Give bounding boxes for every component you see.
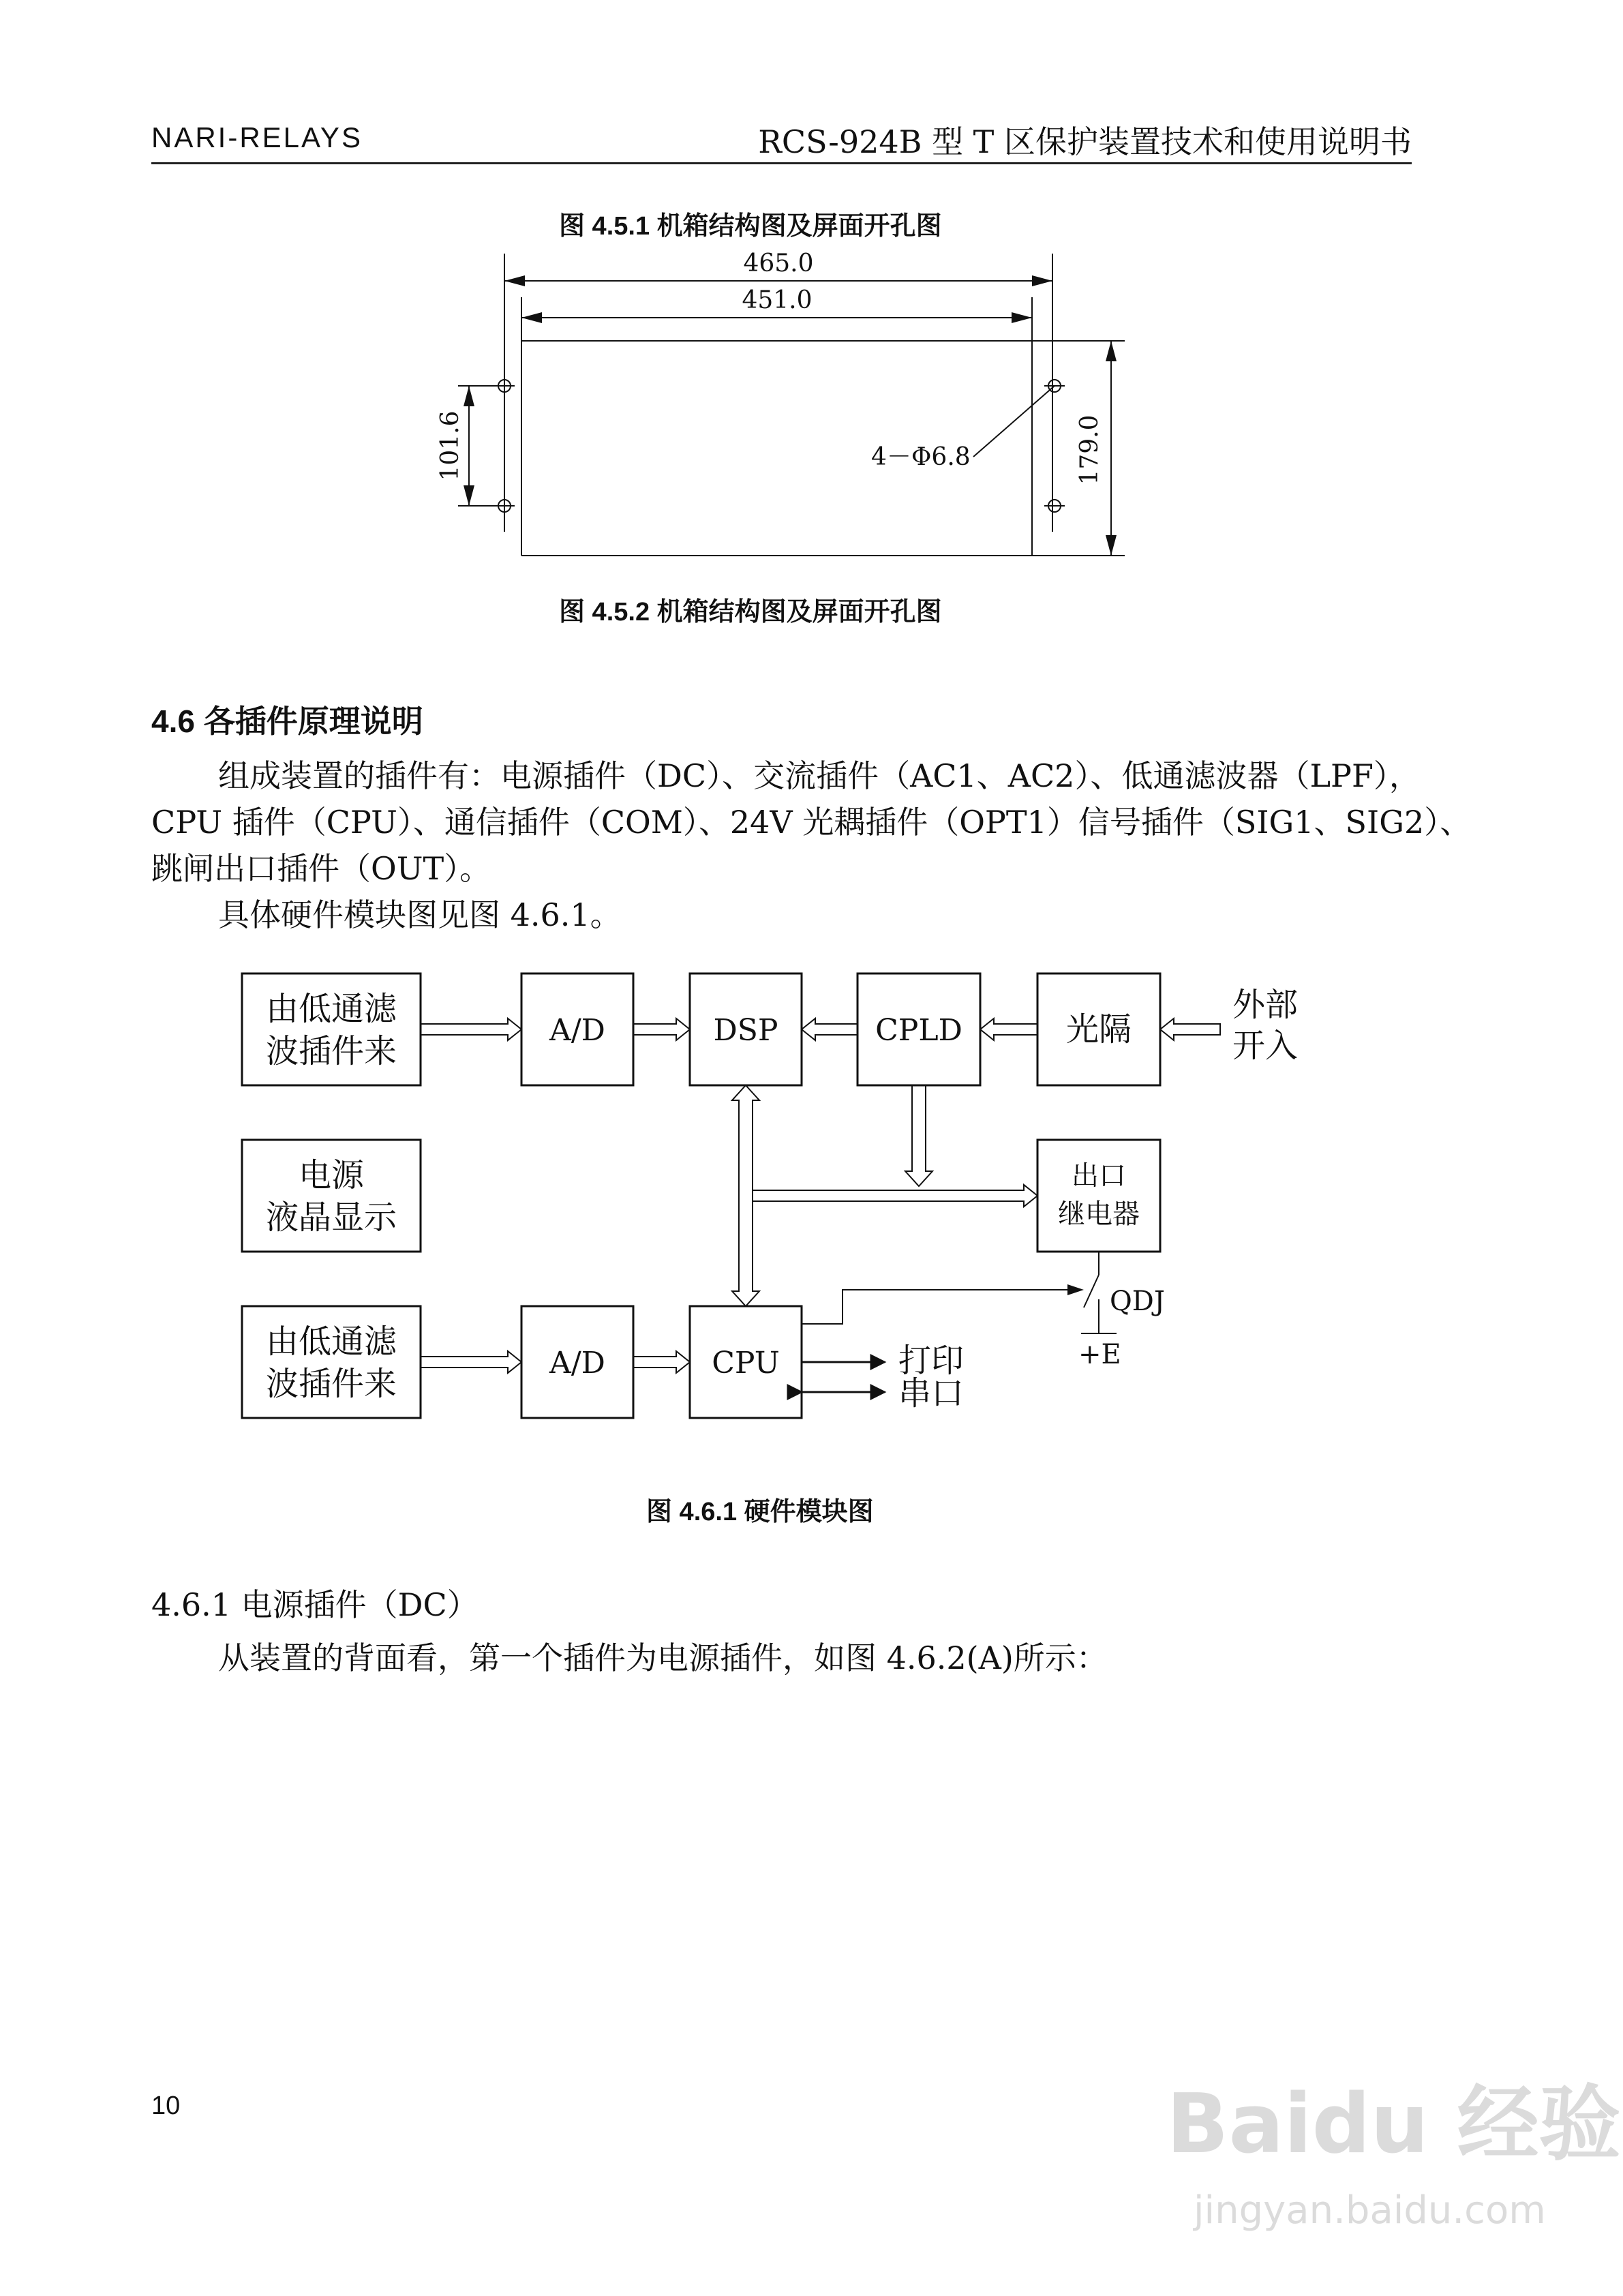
block-opto-isolation-label: 光隔 <box>1065 1010 1132 1048</box>
block-lpf-input-bottom-line2: 波插件来 <box>265 1365 397 1403</box>
watermark-logo: Baidu 经验 <box>1166 2077 1621 2172</box>
dim-label-height: 179.0 <box>1076 414 1104 485</box>
block-power-lcd-line2: 液晶显示 <box>265 1198 397 1237</box>
arrow-dsp-cpu-bus <box>732 1085 759 1306</box>
qdj-contact-blade <box>1084 1275 1099 1308</box>
block-cpu-label: CPU <box>712 1346 780 1380</box>
dim-label-inner-width: 451.0 <box>742 286 813 314</box>
block-dsp-label: DSP <box>713 1013 778 1048</box>
serial-label: 串口 <box>898 1374 965 1413</box>
block-output-relay-line1: 出口 <box>1072 1160 1126 1192</box>
header-brand: NARI-RELAYS <box>151 121 363 153</box>
paragraph-line: 具体硬件模块图见图 4.6.1。 <box>218 896 622 933</box>
external-input-line2: 开入 <box>1232 1027 1299 1065</box>
header-document-title: RCS-924B 型 T 区保护装置技术和使用说明书 <box>758 123 1412 160</box>
block-output-relay <box>1037 1140 1160 1252</box>
plus-e-label: +E <box>1078 1339 1121 1370</box>
block-lpf-input-top-line2: 波插件来 <box>265 1032 397 1070</box>
wire-cpu-to-qdj <box>802 1290 1077 1324</box>
block-lpf-input-bottom-line1: 由低通滤 <box>265 1323 397 1361</box>
figure-451-caption: 图 4.5.1 机箱结构图及屏面开孔图 <box>559 212 942 241</box>
block-ad-bottom-label: A/D <box>549 1346 605 1380</box>
dim-label-outer-width: 465.0 <box>743 250 814 277</box>
section-4-6-heading: 4.6 各插件原理说明 <box>151 704 423 739</box>
figure-452-caption: 图 4.5.2 机箱结构图及屏面开孔图 <box>559 598 942 626</box>
paragraph-line: CPU 插件（CPU）、通信插件（COM）、24V 光耦插件（OPT1）信号插件（SIG1、SIG2）、 <box>151 804 1472 841</box>
figure-461-caption: 图 4.6.1 硬件模块图 <box>646 1498 874 1526</box>
arrow-cpld-down <box>905 1085 932 1186</box>
dim-label-holes: 4－Φ6.8 <box>871 443 971 471</box>
block-output-relay-line2: 继电器 <box>1058 1198 1140 1230</box>
section-4-6-1-heading: 4.6.1 电源插件（DC） <box>151 1586 479 1623</box>
paragraph-line: 组成装置的插件有：电源插件（DC）、交流插件（AC1、AC2）、低通滤波器（LPF）， <box>218 757 1421 794</box>
arrow-opto-to-cpld <box>980 1018 1037 1040</box>
arrow-cpld-to-dsp <box>802 1018 858 1040</box>
arrow-bus-to-relay <box>753 1185 1037 1207</box>
arrow-ad-to-cpu-bottom <box>633 1351 690 1373</box>
arrow-lpf-to-ad-top <box>421 1018 521 1040</box>
paragraph-line: 跳闸出口插件（OUT）。 <box>151 850 491 887</box>
baidu-jingyan-watermark <box>1166 2059 1621 2263</box>
arrow-lpf-to-ad-bottom <box>421 1351 521 1373</box>
dim-label-hole-spacing: 101.6 <box>436 410 464 481</box>
paragraph-line: 从装置的背面看，第一个插件为电源插件，如图 4.6.2(A)所示： <box>218 1640 1108 1676</box>
qdj-label: QDJ <box>1110 1286 1165 1317</box>
block-power-lcd-line1: 电源 <box>298 1156 365 1194</box>
block-cpld-label: CPLD <box>875 1013 962 1048</box>
print-label: 打印 <box>898 1342 965 1380</box>
page-number: 10 <box>151 2091 181 2120</box>
block-lpf-input-top-line1: 由低通滤 <box>265 990 397 1028</box>
arrow-external-to-opto <box>1160 1018 1220 1040</box>
block-ad-top-label: A/D <box>549 1013 605 1048</box>
arrow-ad-to-dsp-top <box>633 1018 690 1040</box>
watermark-url: jingyan.baidu.com <box>1194 2188 1546 2233</box>
arrow-head-qdj <box>1067 1284 1084 1295</box>
external-input-line1: 外部 <box>1232 986 1299 1024</box>
